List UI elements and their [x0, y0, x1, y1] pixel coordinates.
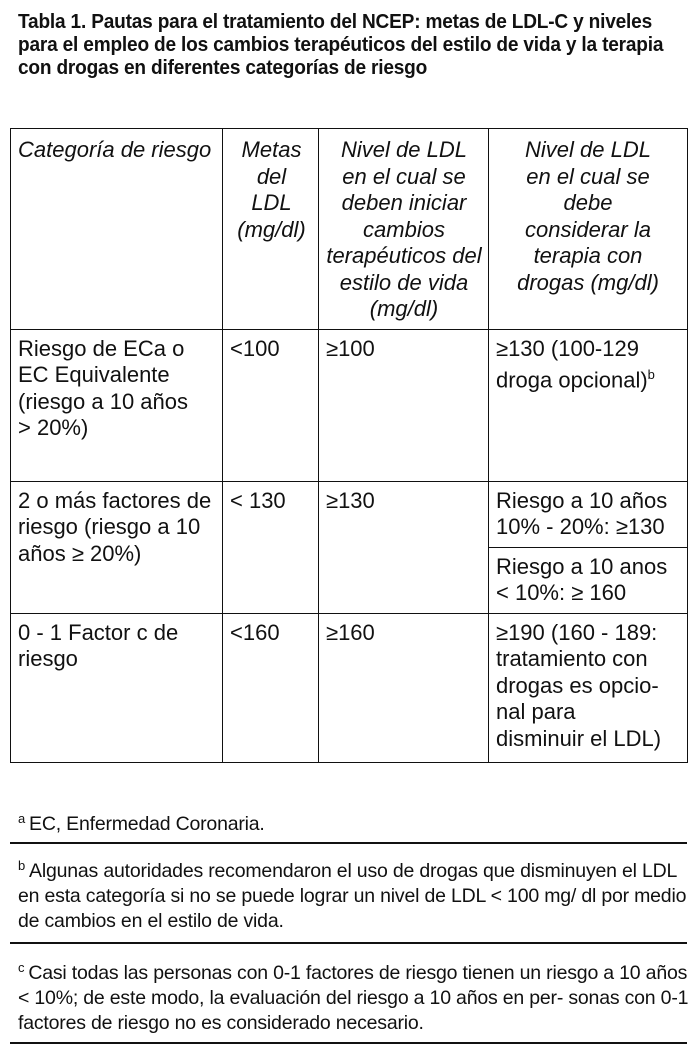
footnote-a	[18, 806, 690, 837]
table-row	[11, 329, 688, 481]
bottom-rule	[10, 1042, 687, 1044]
footnote-divider	[10, 942, 687, 944]
footnote-text: EC, Enfermedad Coronaria.	[29, 813, 265, 835]
footnote-mark: b	[18, 858, 26, 873]
tlc-level-cell: ≥160	[319, 613, 489, 762]
ldl-goal-cell: <100	[223, 329, 319, 481]
ncep-guidelines-table	[10, 128, 688, 763]
header-tlc-level: Nivel de LDL en el cual se deben iniciar cambios terapéuticos del estilo de vida (mg/dl)	[319, 129, 489, 330]
risk-category-cell: Riesgo de ECa o EC Equivalente (riesgo a 10 años > 20%)	[11, 329, 223, 481]
drug-level-subcell: Riesgo a 10 anos < 10%: ≥ 160	[489, 547, 688, 613]
tlc-level-cell: ≥100	[319, 329, 489, 481]
footnote-text: Algunas autoridades recomendaron el uso de drogas que disminuyen el LDL en esta categoría si no se puede lograr un nivel de LDL < 100 mg/ dl por medio de cambios en el estilo de vida.	[18, 860, 687, 932]
table-row	[11, 481, 688, 547]
risk-category-cell: 0 - 1 Factor c de riesgo	[11, 613, 223, 762]
footnote-b	[18, 853, 690, 934]
drug-level-cell	[489, 329, 688, 481]
header-risk-category: Categoría de riesgo	[11, 129, 223, 330]
footnote-c	[18, 955, 690, 1036]
footnote-divider	[10, 842, 687, 844]
table-caption: Tabla 1. Pautas para el tratamiento del NCEP: metas de LDL-C y niveles para el empleo de los cambios terapéuticos del estilo de vida y la terapia con drogas en diferentes categorías de riesgo	[18, 10, 664, 79]
footnote-mark: a	[18, 811, 26, 826]
footnote-mark: c	[18, 960, 25, 975]
drug-level-cell: ≥190 (160 - 189: tratamiento con drogas es opcio- nal para disminuir el LDL)	[489, 613, 688, 762]
drug-level-text: ≥130 (100-129 droga opcional)	[496, 335, 648, 393]
ldl-goal-cell: < 130	[223, 481, 319, 613]
header-ldl-goal: Metas del LDL (mg/dl)	[223, 129, 319, 330]
header-drug-level: Nivel de LDL en el cual se debe considerar la terapia con drogas (mg/dl)	[489, 129, 688, 330]
footnote-text: Casi todas las personas con 0-1 factores de riesgo tienen un riesgo a 10 años < 10%; de este modo, la evaluación del riesgo a 10 años en per- sonas con 0-1 factores de riesgo no es considerado necesario.	[18, 962, 689, 1034]
risk-category-cell: 2 o más factores de riesgo (riesgo a 10 años ≥ 20%)	[11, 481, 223, 613]
ldl-goal-cell: <160	[223, 613, 319, 762]
tlc-level-cell: ≥130	[319, 481, 489, 613]
drug-level-subcell: Riesgo a 10 años 10% - 20%: ≥130	[489, 481, 688, 547]
table-row	[11, 613, 688, 762]
footnote-mark-b: b	[647, 367, 655, 382]
table-header-row	[11, 129, 688, 330]
